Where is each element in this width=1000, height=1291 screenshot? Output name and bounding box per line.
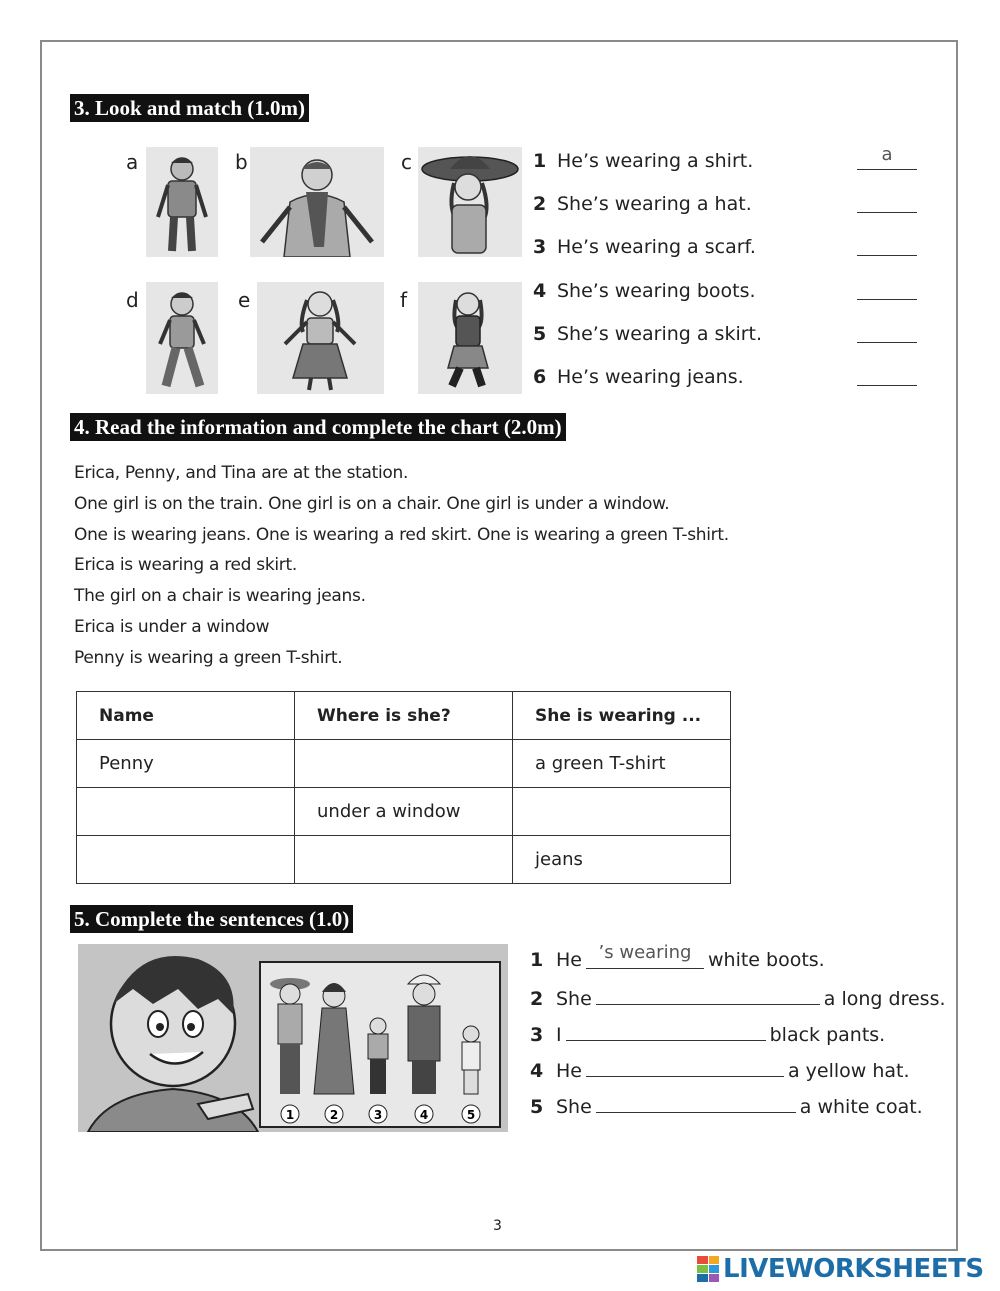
info-line: The girl on a chair is wearing jeans.: [74, 586, 366, 606]
chart-cell-input[interactable]: [295, 740, 513, 788]
chart-cell-input[interactable]: [513, 788, 731, 836]
liveworksheets-brand[interactable]: [697, 1254, 984, 1284]
sentence-item: 4 He a yellow hat.: [530, 1057, 910, 1082]
info-line: One is wearing jeans. One is wearing a red skirt. One is wearing a green T-shirt.: [74, 525, 729, 545]
picture-letter-e: e: [238, 288, 251, 312]
picture-e: [257, 282, 384, 394]
chart-cell: jeans: [513, 836, 731, 884]
info-line: One girl is on the train. One girl is on a chair. One girl is under a window.: [74, 494, 670, 514]
match-item: 6 He’s wearing jeans.: [533, 366, 744, 388]
chart-cell: under a window: [295, 788, 513, 836]
figure-number: 2: [329, 1108, 339, 1122]
figure-number: 3: [373, 1108, 383, 1122]
match-item: 4 She’s wearing boots.: [533, 280, 756, 302]
info-line: Penny is wearing a green T-shirt.: [74, 648, 343, 668]
figure-number: 4: [419, 1108, 429, 1122]
chart-cell-input[interactable]: [77, 788, 295, 836]
chart-row: [77, 788, 731, 836]
brand-text: LIVEWORKSHEETS: [723, 1254, 984, 1284]
picture-letter-f: f: [400, 288, 408, 312]
picture-a: [146, 147, 218, 257]
chart-row: [77, 740, 731, 788]
liveworksheets-logo-icon: [697, 1256, 719, 1282]
match-item: 1 He’s wearing a shirt.: [533, 150, 754, 172]
match-answer-3[interactable]: [857, 236, 917, 256]
picture-c: [418, 147, 522, 257]
sentence-answer-5[interactable]: [596, 1093, 796, 1113]
section-3-heading: 3. Look and match (1.0m): [70, 94, 309, 122]
sentence-answer-1[interactable]: ’s wearing: [586, 949, 704, 969]
match-item: 2 She’s wearing a hat.: [533, 193, 752, 215]
sentence-answer-2[interactable]: [596, 985, 820, 1005]
chart-header-name: Name: [77, 692, 295, 740]
section-4-heading: 4. Read the information and complete the chart (2.0m): [70, 413, 566, 441]
sentence-item: 1 He ’s wearing white boots.: [530, 942, 825, 971]
sentence-item: 3 I black pants.: [530, 1021, 885, 1046]
chart-header-wearing: She is wearing ...: [513, 692, 731, 740]
match-answer-2[interactable]: [857, 193, 917, 213]
picture-d: [146, 282, 218, 394]
info-line: Erica is wearing a red skirt.: [74, 555, 297, 575]
sentence-answer-3[interactable]: [566, 1021, 766, 1041]
chart-header-where: Where is she?: [295, 692, 513, 740]
chart-header-row: [77, 692, 731, 740]
match-answer-4[interactable]: [857, 280, 917, 300]
picture-b: [250, 147, 384, 257]
page-number: 3: [493, 1218, 502, 1234]
picture-letter-b: b: [235, 150, 248, 174]
info-line: Erica is under a window: [74, 617, 270, 637]
chart-row: [77, 836, 731, 884]
section-5-heading: 5. Complete the sentences (1.0): [70, 905, 353, 933]
picture-f: [418, 282, 522, 394]
chart-cell-input[interactable]: [295, 836, 513, 884]
match-item: 3 He’s wearing a scarf.: [533, 236, 756, 258]
match-item: 5 She’s wearing a skirt.: [533, 323, 763, 345]
figure-number: 5: [466, 1108, 476, 1122]
boy-pointing-picture: [78, 944, 508, 1132]
info-line: Erica, Penny, and Tina are at the station.: [74, 463, 409, 483]
sentence-item: 5 She a white coat.: [530, 1093, 923, 1118]
sentence-item: 2 She a long dress.: [530, 985, 946, 1010]
match-answer-1[interactable]: a: [857, 150, 917, 170]
match-answer-6[interactable]: [857, 366, 917, 386]
picture-letter-c: c: [401, 150, 412, 174]
chart-cell: a green T-shirt: [513, 740, 731, 788]
figure-number: 1: [285, 1108, 295, 1122]
match-answer-5[interactable]: [857, 323, 917, 343]
sentence-answer-4[interactable]: [586, 1057, 784, 1077]
info-chart: [76, 691, 731, 884]
picture-letter-a: a: [126, 150, 139, 174]
chart-cell: Penny: [77, 740, 295, 788]
chart-cell-input[interactable]: [77, 836, 295, 884]
picture-letter-d: d: [126, 288, 139, 312]
